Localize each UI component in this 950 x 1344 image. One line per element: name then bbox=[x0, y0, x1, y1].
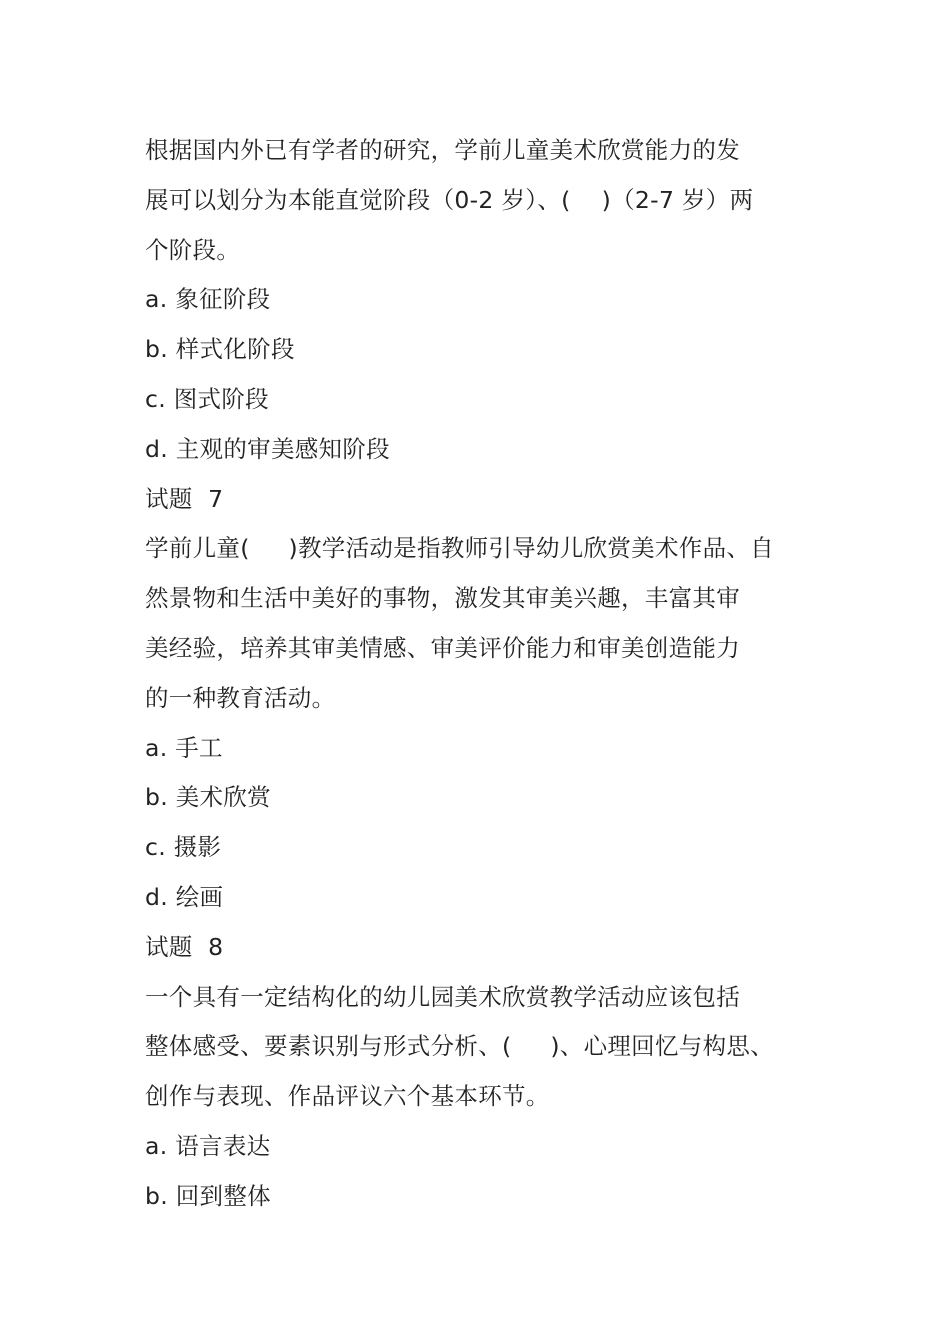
question-stem-line: 一个具有一定结构化的幼儿园美术欣赏教学活动应该包括 bbox=[145, 982, 740, 1011]
option-c: c. 摄影 bbox=[145, 833, 222, 862]
option-b: b. 回到整体 bbox=[145, 1181, 271, 1210]
question-8 bbox=[145, 923, 810, 1222]
option-a: a. 象征阶段 bbox=[145, 285, 271, 314]
question-stem-line: 美经验，培养其审美情感、审美评价能力和审美创造能力 bbox=[145, 633, 740, 662]
question-heading: 试题 7 bbox=[145, 484, 224, 513]
option-b: b. 样式化阶段 bbox=[145, 335, 295, 364]
question-6 bbox=[145, 126, 810, 475]
question-stem-line: 整体感受、要素识别与形式分析、( )、心理回忆与构思、 bbox=[145, 1032, 774, 1061]
option-d: d. 绘画 bbox=[145, 882, 224, 911]
question-stem-line: 然景物和生活中美好的事物，激发其审美兴趣，丰富其审 bbox=[145, 584, 740, 613]
question-stem-line: 根据国内外已有学者的研究，学前儿童美术欣赏能力的发 bbox=[145, 136, 740, 164]
option-b: b. 美术欣赏 bbox=[145, 783, 271, 812]
question-stem-line: 展可以划分为本能直觉阶段（0-2 岁）、( )（2-7 岁）两 bbox=[145, 185, 754, 214]
option-c: c. 图式阶段 bbox=[145, 384, 269, 413]
option-a: a. 手工 bbox=[145, 733, 223, 762]
option-d: d. 主观的审美感知阶段 bbox=[145, 434, 390, 463]
document-page bbox=[145, 126, 810, 1222]
question-stem-line: 学前儿童( )教学活动是指教师引导幼儿欣赏美术作品、自 bbox=[145, 534, 774, 563]
question-heading: 试题 8 bbox=[145, 932, 224, 961]
question-stem-line: 创作与表现、作品评议六个基本环节。 bbox=[145, 1082, 550, 1111]
question-7 bbox=[145, 475, 810, 923]
question-stem-line: 的一种教育活动。 bbox=[145, 683, 336, 712]
question-stem-line: 个阶段。 bbox=[145, 235, 241, 264]
option-a: a. 语言表达 bbox=[145, 1131, 271, 1160]
